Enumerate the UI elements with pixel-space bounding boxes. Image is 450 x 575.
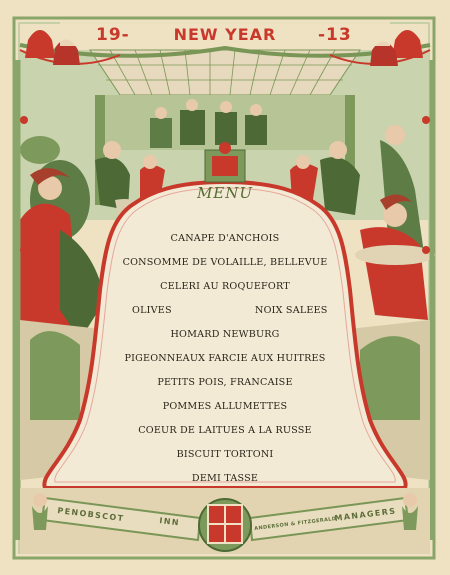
year-right: -13 <box>318 25 352 45</box>
menu-item-celeri: CELERI AU ROQUEFORT <box>160 281 290 292</box>
ribbon-text-anderson: ANDERSON & FITZGERALD <box>254 515 337 532</box>
menu-item-canape: CANAPE D'ANCHOIS <box>170 233 280 244</box>
menu-item-coeur: COEUR DE LAITUES A LA RUSSE <box>138 425 312 436</box>
year-left: 19- <box>96 25 130 45</box>
menu-item-biscuit: BISCUIT TORTONI <box>176 449 274 460</box>
menu-item-olives: OLIVES <box>132 305 172 316</box>
menu-item-petits-pois: PETITS POIS, FRANCAISE <box>157 377 293 388</box>
menu-item-homard: HOMARD NEWBURG <box>170 329 280 340</box>
crest-shield-icon <box>199 499 251 551</box>
menu-item-noix: NOIX SALEES <box>255 305 328 316</box>
menu-item-consomme: CONSOMME DE VOLAILLE, BELLEVUE <box>122 257 328 268</box>
ribbon-text-penobscot: PENOBSCOT <box>56 506 125 524</box>
menu-item-pigeonneaux: PIGEONNEAUX FARCIE AUX HUITRES <box>124 353 326 364</box>
ribbon-text-inn: INN <box>158 516 181 528</box>
menu-heading: MENU <box>196 184 254 202</box>
ribbon-text-managers: MANAGERS <box>334 506 397 523</box>
menu-item-pommes: POMMES ALLUMETTES <box>162 401 288 412</box>
page-title: NEW YEAR <box>173 25 277 44</box>
menu-item-demi-tasse: DEMI TASSE <box>191 473 259 484</box>
